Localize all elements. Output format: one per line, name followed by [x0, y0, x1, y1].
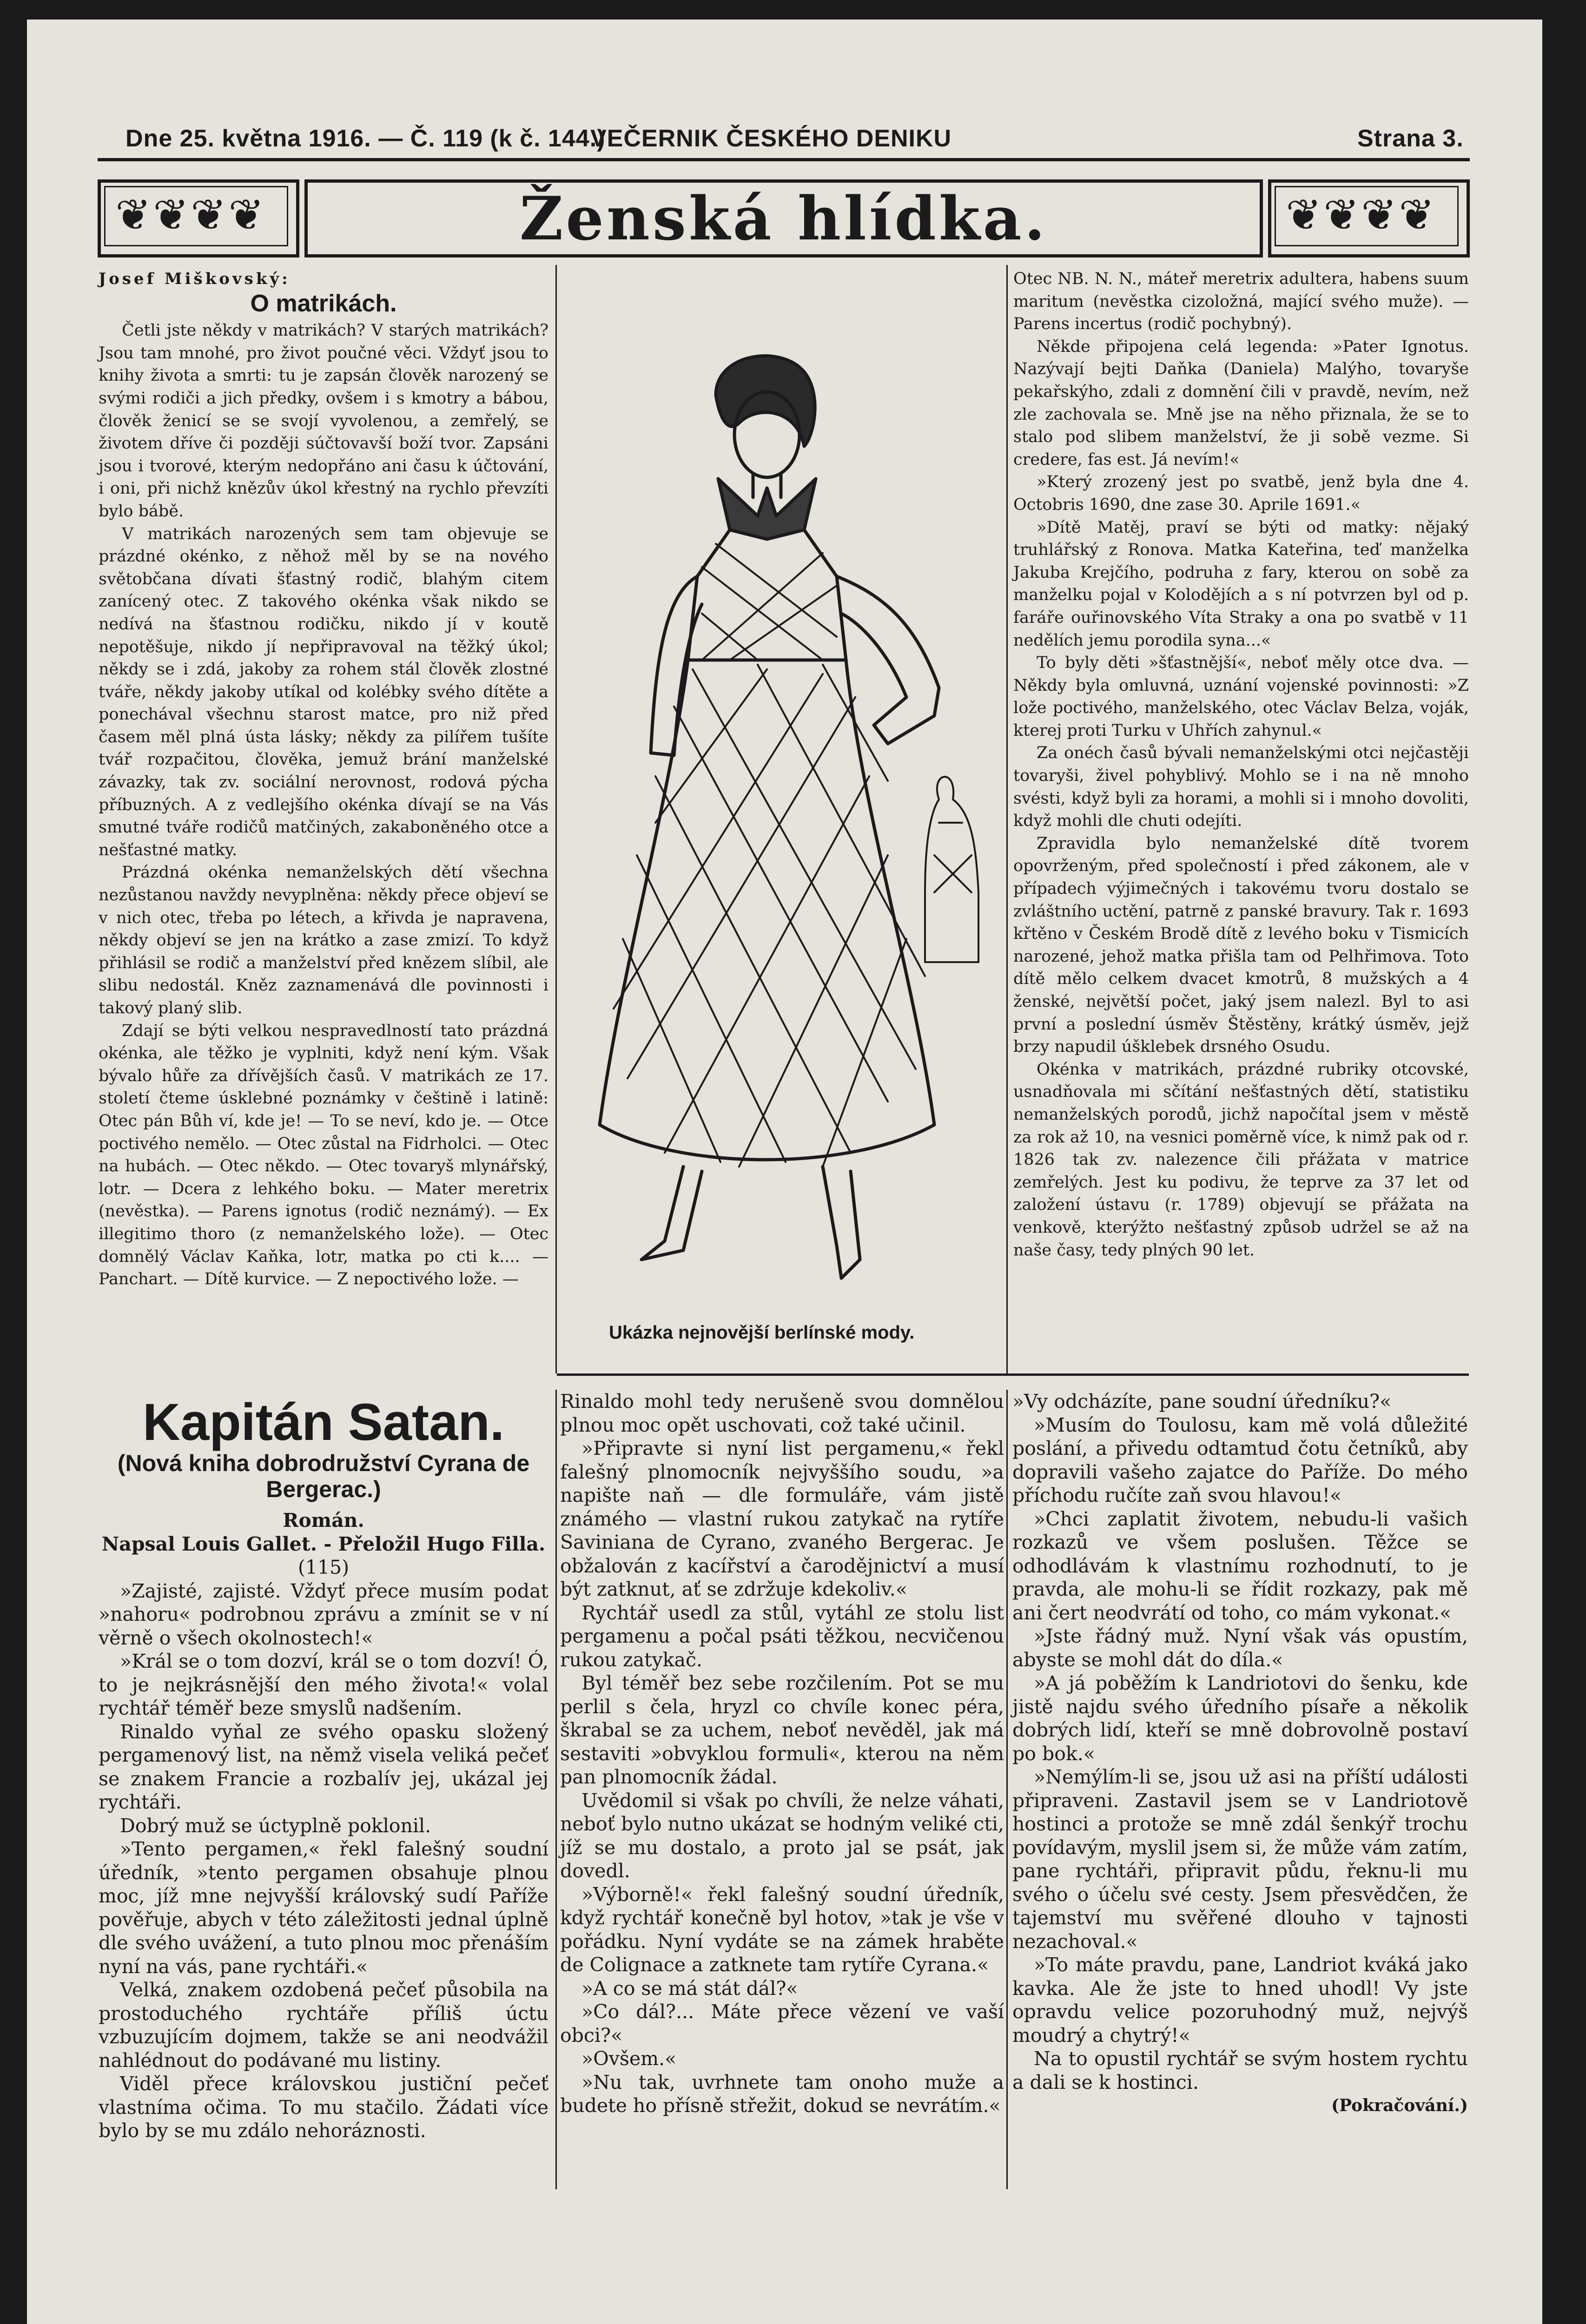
serial-column-middle [560, 1390, 1004, 2118]
column-divider [1006, 265, 1008, 1373]
section-title: Ženská hlídka. [519, 184, 1048, 254]
article-paragraph: Zdají se býti velkou nespravedlností tato prázdná okénka, ale těžko je vyplniti, když není kým. Však bývalo hůře za dřívějších časů. V matrikách ze 17. století čteme úsklebné poznámky v češtině i latině: Otec pán Bůh ví, kde je! — To se neví, kdo je. — Otce poctivého nemělo. — Otec zůstal na Fidrholci. — Otec na hubách. — Otec někdo. — Otec tovaryš mlynářský, lotr. — Dcera z lehkého boku. — Mater meretrix (nevěstka). — Parens ignotus (rodič neznámý). — Ex illegitimo thoro (z nemanželského lože). — Otec domnělý Václav Kaňka, lotr, matka po cti k.... — Panchart. — Dítě kurvice. — Z nepoctivého lože. — [99, 1021, 548, 1289]
article-paragraph: »Dítě Matěj, praví se býti od matky: nějaký truhlářský z Ronova. Matka Kateřina, teď manželka Jakuba Krejčího, podruha z fary, kterou on sobě za manželku pojal v Kolodějích a s ní potvrzen byl od p. faráře ouřinovského Víta Straky a ona po svatbě v 11 nedělích jemu porodila syna...« [1013, 518, 1469, 650]
article-paragraph: Za onéch časů bývali nemanželskými otci nejčastěji tovaryši, živel pohyblivý. Mohlo se i na ně mnoho svésti, když byli za horami, a mohli si i mnoho dovoliti, když mohli dle chuti odejíti. [1013, 744, 1469, 831]
serial-paragraph: »Vy odcházíte, pane soudní úředníku?« [1012, 1390, 1392, 1413]
article-paragraph: V matrikách narozených sem tam objevuje se prázdné okénko, z něhož měl by se na nového světobčana dívati šťastný rodič, blahým citem zanícený otec. Z takového okénka však nikdo se nedívá na šťastnou rodičku, nikdo jí v koutě nepotěšuje, nikdo jí nepřipravoval na těžký úkol; někdy se i zdá, jakoby za rohem stál člověk zlostné tváře, někdy jakoby utíkal od kolébky svého dítěte a ponechával všechnu starost matce, pro niž před časem měl plná ústa lásky; někdy za pilířem tušíte tvář rozpačitou, člověka, jemuž brání manželské závazky, tak zv. sociální nerovnost, rodová pýcha příbuzných. A z vedlejšího okénka dívají se na Vás smutné tváře rodičů matčiných, zakaboněného otce a nešťastné matky. [99, 524, 548, 859]
serial-paragraph: Velká, znakem ozdobená pečeť působila na prostoduchého rychtáře příliš úctu vzbuzujícím dojmem, takže se ani neodvážil nahlédnout do podávané mu listiny. [99, 1979, 548, 2072]
fashion-illustration [562, 335, 981, 1287]
serial-paragraph: »Musím do Toulosu, kam mě volá důležité poslání, a přivedu odtamtud čotu četníků, aby dopravili vašeho zajatce do Paříže. Do mého příchodu ručíte zaň svou hlavou!« [1012, 1413, 1468, 1506]
article-paragraph: Otec NB. N. N., máteř meretrix adultera, habens suum maritum (nevěstka cizoložná, mající svého muže). — Parens incertus (rodič pochybný). [1013, 270, 1469, 334]
serial-paragraph: »A co se má stát dál?« [582, 1977, 798, 2000]
serial-paragraph: »Co dál?... Máte přece vězení ve vaší obci?« [560, 2000, 1004, 2047]
skirt-plaid [614, 665, 925, 1167]
serial-paragraph: »Král se o tom dozví, král se o tom dozví! Ó, to je nejkrásnější den mého života!« volal rychtář téměř beze smyslů nadšením. [99, 1650, 548, 1719]
serial-paragraph: Na to opustil rychtář se svým hostem rychtu a dali se k hostinci. [1012, 2047, 1468, 2093]
serial-paragraph: »To máte pravdu, pane, Landriot kváká jako kavka. Ale že jste to hned uhodl! Vy jste opravdu velice pozoruhodný muž, nejvýš moudrý a chytrý!« [1012, 1954, 1468, 2047]
serial-paragraph: Rychtář usedl za stůl, vytáhl ze stolu list pergamenu a počal psáti těžkou, necvičenou rukou zatykač. [560, 1601, 1004, 1671]
page-number: Strana 3. [1357, 125, 1464, 152]
serial-paragraph: »Zajisté, zajisté. Vždyť přece musím podat »nahoru« podrobnou zprávu a zmínit se v ní věrně o všech okolnostech!« [99, 1579, 548, 1649]
article-paragraph: Četli jste někdy v matrikách? V starých matrikách? Jsou tam mnohé, pro život poučné věci. Vždyť jsou to knihy života a smrti: tu je zapsán člověk narozený se svými rodiči a jich předky, ovšem i s kmotry a bábou, člověk ženicí se se svojí vyvolenou, a zemřelý, se životem dříve či později súčtovavší boží tvor. Zapsáni jsou i tvorové, kterým nedopřáno ani času k účtování, i oni, při nichž knězův úkol křestný na rychlo převzíti bylo bábě. [99, 321, 548, 521]
small-figure [925, 777, 978, 962]
serial-number: (115) [297, 1556, 350, 1578]
article-author: Josef Miškovský: [99, 270, 291, 288]
serial-paragraph: Rinaldo vyňal ze svého opasku složený pergamenový list, na němž visela veliká pečeť se znakem Francie a rozbalív jej, ukázal jej rychtáři. [99, 1720, 548, 1813]
paper-name: VEČERNIK ČESKÉHO DENIKU [590, 125, 952, 152]
serial-paragraph: »Výborně!« řekl falešný soudní úředník, když rychtář konečně byl hotov, »tak je vše v pořádku. Nyní vydáte se na zámek hraběte de Colignace a zatknete tam rytíře Cyrana.« [560, 1883, 1004, 1976]
bodice-check [702, 544, 837, 660]
serial-paragraph: »Jste řádný muž. Nyní však vás opustím, abyste se mohl dát do díla.« [1012, 1625, 1468, 1671]
left-ornament-icon: ❦❦❦❦ [115, 190, 266, 240]
serial-column-right [1012, 1390, 1468, 2118]
serial-paragraph: »Tento pergamen,« řekl falešný soudní úředník, »tento pergamen obsahuje plnou moc, jíž mne nejvyšší královský sudí Paříže pověřuje, abych v této záležitosti jednal úplně dle svého uvážení, a tuto plnou moc přenáším nyní na vás, pane rychtáři.« [99, 1838, 548, 1978]
column-divider [555, 1390, 557, 2189]
article-paragraph: Okénka v matrikách, prázdné rubriky otcovské, usnadňovala mi sčítání nešťastných dětí, statistiku nemanželských porodů, jichž napočítal jsem v městě za rok až 10, na vesnici poměrně více, k nimž pak od r. 1826 tak zv. nalezence čili přážata v matrice zemřelých. Jest ku podivu, že teprve za 37 let od založení ústavu (r. 1789) objevují se přážata na venkově, kterýžto nešťastný způsob udržel se až na naše časy, tedy plných 90 let. [1013, 1060, 1469, 1260]
serial-paragraph: »Ovšem.« [582, 2047, 677, 2070]
shoes [641, 1167, 860, 1278]
serial-paragraph: Uvědomil si však po chvíli, že nelze váhati, neboť bylo nutno ukázat se hodným veliké cti, jíž se mu dostalo, a proto jal se psát, jak dovedl. [560, 1789, 1004, 1882]
serial-paragraph: »Chci zaplatit životem, nebudu-li vašich rozkazů ve všem poslušen. Těžce se odhodlávám k vlastnímu rozhodnutí, to je pravda, ale mohu-li se řídit rozkazy, pak mě ani čert neodvrátí od toho, co mám vykonat.« [1012, 1507, 1468, 1624]
article-paragraph: »Který zrozený jest po svatbě, jenž byla dne 4. Octobris 1690, dne zase 30. Aprile 1691.« [1013, 473, 1469, 514]
serial-column-left [99, 1394, 548, 2143]
illustration-caption: Ukázka nejnovější berlínské mody. [609, 1322, 915, 1343]
issue-date: Dne 25. května 1916. — Č. 119 (k č. 144.) [126, 125, 606, 152]
serial-paragraph: »Nemýlím-li se, jsou už asi na příští události připraveni. Zastavil jsem se v Landriotově hostinci a protože se mně zdál šenkýř trochu povídavým, myslil jsem si, že může vám zatím, pane rychtáři, připravit půdu, řeknu-li mu svého o účelu své cesty. Jsem přesvědčen, že tajemství mu svěřené dlouho v tajnosti nezachoval.« [1012, 1766, 1468, 1953]
serial-credit: Napsal Louis Gallet. - Přeložil Hugo Filla. [101, 1532, 546, 1555]
left-page-edge [0, 0, 27, 2324]
serial-paragraph: Byl téměř bez sebe rozčilením. Pot se mu perlil s čela, hryzl co chvíle konec péra, škrabal se za uchem, neboť nevěděl, jak má sestaviti »obvyklou formuli«, kterou na něm pan plnomocník žádal. [560, 1672, 1004, 1788]
article-paragraph: Zpravidla bylo nemanželské dítě tvorem opovrženým, před společností i před zákonem, ale v případech výjimečných i takovému tvoru dostalo se zvláštního uctění, patrně z panské bravury. Tak r. 1693 křtěno v Českém Brodě dítě z levého boku v Tismicích narozené, jehož matka přišla tam od Pelhřimova. Toto dítě mělo celkem dvacet kmotrů, 8 mužských a 4 ženské, největší počet, jaký jsem nalezl. Byl to asi první a poslední úsměv Štěstěny, krátký úsměv, jejž brzy napudil úšklebek drsného Osudu. [1013, 834, 1469, 1056]
serial-title: Kapitán Satan. [143, 1393, 504, 1451]
collar [718, 479, 816, 539]
article-paragraph: Prázdná okénka nemanželských dětí všechna nezůstanou navždy nevyplněna: někdy přece objeví se v nich otec, třeba po létech, a křivda je napravena, někdy objeví se jen na krátko a zase zmizí. To když přihlásil se rodič a manželství před knězem slíbil, ale slibu nedostál. Kněz zaznamenává dle povinnosti i takový planý slib. [99, 863, 548, 1017]
serial-paragraph: Viděl přece královskou justiční pečeť vlastníma očima. To mu stačilo. Žádati více bylo by se mu zdálo nehoráznosti. [99, 2073, 548, 2142]
column-divider [1006, 1390, 1008, 2189]
serial-genre: Román. [283, 1509, 364, 1532]
article-paragraph: To byly děti »šťastnější«, neboť měly otce dva. — Někdy byla omluvná, uznání vojenské povinnosti: »Z lože poctivého, manželského, otec Václav Belza, voják, kterej proti Turku v Uhřích zahynul.« [1013, 654, 1469, 740]
serial-paragraph: »A já poběžím k Landriotovi do šenku, kde jistě najdu svého úředního písaře a několik dobrých lidí, kteří se mně dobrovolně postaví po bok.« [1012, 1672, 1468, 1765]
section-banner [98, 179, 1470, 257]
serial-paragraph: »Nu tak, uvrhnete tam onoho muže a budete ho přísně střežit, dokud se nevrátím.« [560, 2071, 1004, 2117]
serial-subtitle: (Nová kniha dobrodružství Cyrana de Bergerac.) [117, 1450, 530, 1502]
article-column-right [1013, 268, 1469, 1261]
article-title: O matrikách. [250, 290, 397, 317]
serial-paragraph: Dobrý muž se úctyplně poklonil. [120, 1814, 431, 1837]
article-column-left [99, 268, 548, 1291]
skirt [600, 660, 934, 1160]
column-divider [555, 265, 557, 1373]
section-divider [557, 1373, 1469, 1376]
serial-paragraph: Rinaldo mohl tedy nerušeně svou domnělou plnou moc opět uschovati, což také učinil. [560, 1390, 1004, 1436]
serial-paragraph: »Připravte si nyní list pergamenu,« řekl falešný plnomocník nejvyššího soudu, »a napište naň — dle formuláře, vám jistě známého — vlastní rukou zatykač na rytíře Saviniana de Cyrano, zvaného Bergerac. Je obžalován z kacířství a čarodějnictví a musí být zatknut, ať se zdržuje kdekoliv.« [560, 1437, 1004, 1600]
right-ornament-icon: ❦❦❦❦ [1286, 190, 1437, 240]
article-paragraph: Někde připojena celá legenda: »Pater Ignotus. Nazývají bejti Daňka (Daniela) Malýho, tovaryše pekařskýho, zdali z domnění čili v pravdě, nevím, než zle zachovala se. Mně jse na něho přiznala, že se to stalo pod slibem manželství, že ji sobě vezme. Si credere, fas est. Já nevím!« [1013, 337, 1469, 469]
header-rule [98, 158, 1470, 161]
continued-note: (Pokračování.) [1331, 2096, 1468, 2115]
